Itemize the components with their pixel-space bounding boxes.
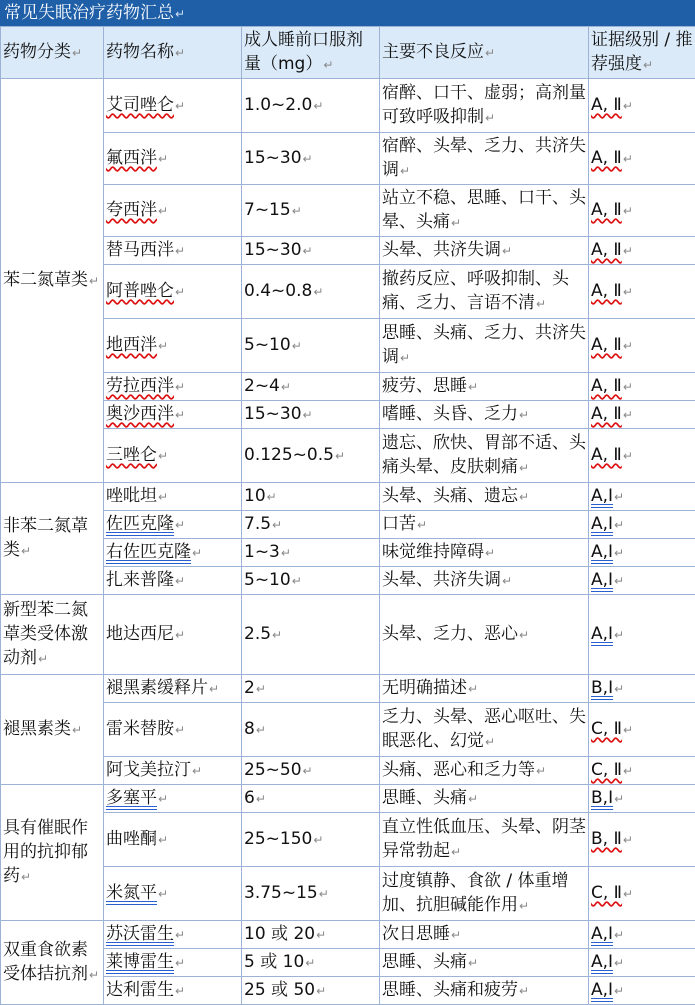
drug-effects: 过度镇静、食欲 / 体重增加、抗胆碱能作用↵: [380, 867, 589, 921]
table-row: [1, 373, 695, 401]
drug-effects: 味觉维持障碍↵: [380, 539, 589, 567]
drug-effects: 头痛、恶心和乏力等↵: [380, 757, 589, 785]
drug-effects: 头晕、共济失调↵: [380, 237, 589, 265]
drug-effects: 思睡、头痛↵: [380, 949, 589, 977]
drug-evidence: A,Ⅰ↵: [589, 977, 695, 1005]
drug-evidence: C, Ⅱ↵: [589, 757, 695, 785]
drug-evidence: C, Ⅱ↵: [589, 703, 695, 757]
drug-dose: 10 或 20↵: [242, 921, 380, 949]
drug-name: 达利雷生↵: [104, 977, 242, 1005]
table-row: [1, 539, 695, 567]
drug-dose: 1.0~2.0↵: [242, 79, 380, 133]
drug-evidence: A,Ⅰ↵: [589, 483, 695, 511]
table-row: [1, 133, 695, 185]
category-cell: 具有催眠作用的抗抑郁药↵: [1, 785, 104, 921]
drug-name: 右佐匹克隆↵: [104, 539, 242, 567]
drug-dose: 15~30↵: [242, 237, 380, 265]
table-row: [1, 79, 695, 133]
drug-name: 扎来普隆↵: [104, 567, 242, 595]
drug-dose: 25 或 50↵: [242, 977, 380, 1005]
table-row: [1, 511, 695, 539]
drug-name: 替马西泮↵: [104, 237, 242, 265]
table-row: [1, 401, 695, 429]
drug-dose: 2~4↵: [242, 373, 380, 401]
drug-name: 氟西泮↵: [104, 133, 242, 185]
drug-name: 苏沃雷生↵: [104, 921, 242, 949]
drug-name: 艾司唑仑↵: [104, 79, 242, 133]
header-name: 药物名称↵: [104, 27, 242, 79]
drug-dose: 10↵: [242, 483, 380, 511]
drug-dose: 2.5↵: [242, 595, 380, 675]
table-row: [1, 319, 695, 373]
drug-effects: 乏力、头晕、恶心呕吐、失眠恶化、幻觉↵: [380, 703, 589, 757]
drug-name: 曲唑酮↵: [104, 813, 242, 867]
table-row: [1, 813, 695, 867]
drug-effects: 宿醉、头晕、乏力、共济失调↵: [380, 133, 589, 185]
drug-dose: 6↵: [242, 785, 380, 813]
drug-evidence: A,Ⅰ↵: [589, 567, 695, 595]
drug-dose: 0.125~0.5↵: [242, 429, 380, 483]
drug-name: 劳拉西泮↵: [104, 373, 242, 401]
drug-dose: 3.75~15↵: [242, 867, 380, 921]
table-row: [1, 703, 695, 757]
drug-dose: 7.5↵: [242, 511, 380, 539]
drug-effects: 思睡、头痛、乏力、共济失调↵: [380, 319, 589, 373]
drug-evidence: A, Ⅱ↵: [589, 319, 695, 373]
table-title: 常见失眠治疗药物汇总↵: [0, 0, 695, 26]
category-cell: 苯二氮䓬类↵: [1, 79, 104, 483]
drug-evidence: A, Ⅱ↵: [589, 429, 695, 483]
table-row: [1, 785, 695, 813]
drug-name: 地达西尼↵: [104, 595, 242, 675]
table-row: [1, 977, 695, 1005]
drug-effects: 头晕、共济失调↵: [380, 567, 589, 595]
header-category: 药物分类↵: [1, 27, 104, 79]
drug-dose: 0.4~0.8↵: [242, 265, 380, 319]
drug-dose: 25~50↵: [242, 757, 380, 785]
drug-evidence: A,Ⅰ↵: [589, 949, 695, 977]
drug-dose: 25~150↵: [242, 813, 380, 867]
drug-name: 夸西泮↵: [104, 185, 242, 237]
table-row: [1, 675, 695, 703]
category-cell: 非苯二氮䓬类↵: [1, 483, 104, 595]
drug-name: 米氮平↵: [104, 867, 242, 921]
drug-dose: 15~30↵: [242, 133, 380, 185]
drug-dose: 5 或 10↵: [242, 949, 380, 977]
drug-effects: 无明确描述↵: [380, 675, 589, 703]
table-row: [1, 595, 695, 675]
header-evidence: 证据级别 / 推荐强度↵: [589, 27, 695, 79]
drug-evidence: A,Ⅰ↵: [589, 921, 695, 949]
table-row: [1, 757, 695, 785]
drug-dose: 15~30↵: [242, 401, 380, 429]
table-row: [1, 867, 695, 921]
drug-evidence: B,Ⅰ↵: [589, 785, 695, 813]
drug-name: 多塞平↵: [104, 785, 242, 813]
drug-name: 雷米替胺↵: [104, 703, 242, 757]
drug-evidence: A,Ⅰ↵: [589, 511, 695, 539]
drug-effects: 次日思睡↵: [380, 921, 589, 949]
drug-effects: 思睡、头痛↵: [380, 785, 589, 813]
drug-evidence: A, Ⅱ↵: [589, 373, 695, 401]
drug-name: 奥沙西泮↵: [104, 401, 242, 429]
drug-effects: 嗜睡、头昏、乏力↵: [380, 401, 589, 429]
drug-evidence: C, Ⅱ↵: [589, 867, 695, 921]
drug-dose: 8↵: [242, 703, 380, 757]
drug-evidence: B, Ⅱ↵: [589, 813, 695, 867]
table-row: [1, 483, 695, 511]
table-row: [1, 429, 695, 483]
drug-evidence: A, Ⅱ↵: [589, 79, 695, 133]
drug-effects: 思睡、头痛和疲劳↵: [380, 977, 589, 1005]
table-row: [1, 265, 695, 319]
table-row: [1, 921, 695, 949]
category-cell: 褪黑素类↵: [1, 675, 104, 785]
drug-dose: 5~10↵: [242, 319, 380, 373]
drug-name: 阿普唑仑↵: [104, 265, 242, 319]
drug-name: 三唑仑↵: [104, 429, 242, 483]
drug-evidence: A, Ⅱ↵: [589, 401, 695, 429]
drug-evidence: A, Ⅱ↵: [589, 237, 695, 265]
table-row: [1, 237, 695, 265]
drug-evidence: A, Ⅱ↵: [589, 133, 695, 185]
drug-evidence: A, Ⅱ↵: [589, 185, 695, 237]
drug-name: 褪黑素缓释片↵: [104, 675, 242, 703]
table-row: [1, 185, 695, 237]
table-row: [1, 949, 695, 977]
drug-dose: 5~10↵: [242, 567, 380, 595]
drug-effects: 口苦↵: [380, 511, 589, 539]
header-effects: 主要不良反应↵: [380, 27, 589, 79]
drug-evidence: A, Ⅱ↵: [589, 265, 695, 319]
drug-dose: 2↵: [242, 675, 380, 703]
drug-dose: 7~15↵: [242, 185, 380, 237]
drug-effects: 疲劳、思睡↵: [380, 373, 589, 401]
drug-name: 佐匹克隆↵: [104, 511, 242, 539]
category-cell: 新型苯二氮䓬类受体激动剂↵: [1, 595, 104, 675]
drug-effects: 宿醉、口干、虚弱；高剂量可致呼吸抑制↵: [380, 79, 589, 133]
drug-evidence: B,Ⅰ↵: [589, 675, 695, 703]
drug-evidence: A,Ⅰ↵: [589, 595, 695, 675]
drug-effects: 直立性低血压、头晕、阴茎异常勃起↵: [380, 813, 589, 867]
drug-effects: 遗忘、欣快、胃部不适、头痛头晕、皮肤刺痛↵: [380, 429, 589, 483]
header-dose: 成人睡前口服剂量（mg）↵: [242, 27, 380, 79]
drug-effects: 站立不稳、思睡、口干、头晕、头痛↵: [380, 185, 589, 237]
drug-name: 地西泮↵: [104, 319, 242, 373]
drug-effects: 撤药反应、呼吸抑制、头痛、乏力、言语不清↵: [380, 265, 589, 319]
drug-name: 莱博雷生↵: [104, 949, 242, 977]
drug-name: 唑吡坦↵: [104, 483, 242, 511]
drug-evidence: A,Ⅰ↵: [589, 539, 695, 567]
category-cell: 双重食欲素受体拮抗剂↵: [1, 921, 104, 1005]
drug-name: 阿戈美拉汀↵: [104, 757, 242, 785]
drug-dose: 1~3↵: [242, 539, 380, 567]
table-row: [1, 567, 695, 595]
drug-table: [0, 26, 695, 1005]
drug-effects: 头晕、头痛、遗忘↵: [380, 483, 589, 511]
drug-effects: 头晕、乏力、恶心↵: [380, 595, 589, 675]
